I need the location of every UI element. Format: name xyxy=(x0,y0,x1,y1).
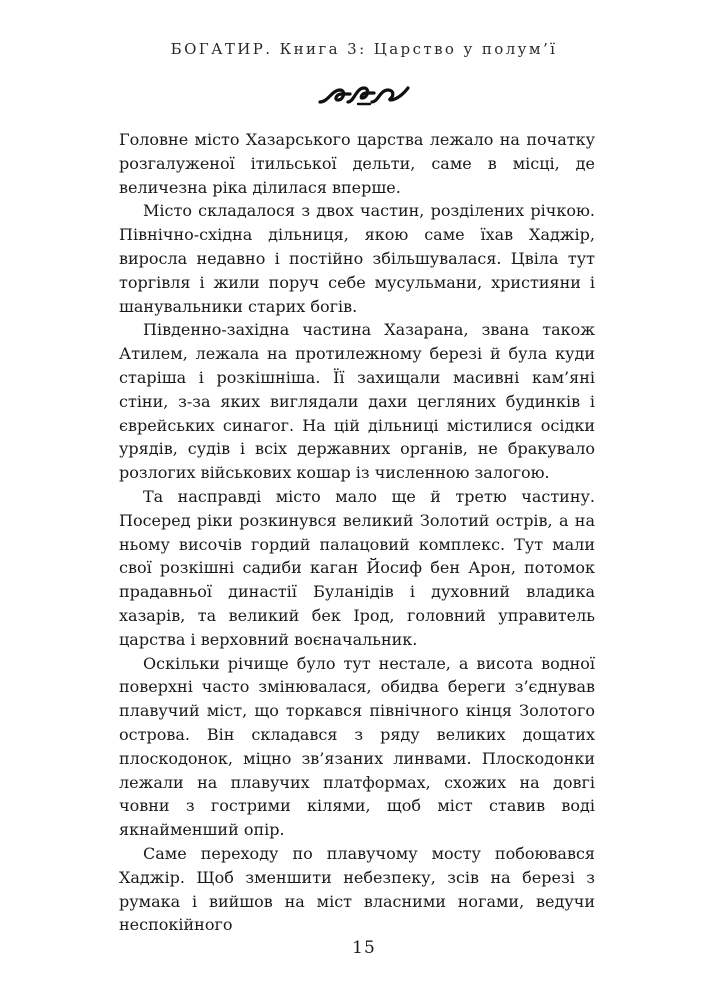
paragraph: Оскільки річище було тут нестале, а висота водної поверхні часто змінювалася, обидва береги з’єднував плавучий міст, що торкався північного кінця Золотого острова. Він складався з ряду великих дощатих плоскодонок, міцно зв’язаних линвами. Плоскодонки лежали на плавучих платформах, схожих на довгі човни з гострими кілями, щоб міст ставив воді якнайменший опір. xyxy=(119,653,595,840)
decorative-flourish-icon xyxy=(318,82,410,108)
paragraph: Та насправді місто мало ще й третю частину. Посеред ріки розкинувся великий Золотий острів, а на ньому височів гордий палацовий комплекс. Тут мали свої розкішні садиби каган Йосиф бен Арон, потомок прадавньої династії Буланідів і духовний владика хазарів, та великий бек Ірод, головний управитель царства і верховний воєначальник. xyxy=(119,486,595,649)
paragraph: Південно-західна частина Хазарана, звана також Атилем, лежала на протилежному березі й була куди старіша і розкішніша. Її захищали масивні кам’яні стіни, з-за яких виглядали дахи цегляних будинків і єврейських синагог. На цій дільниці містилися осідки урядів, судів і всіх державних органів, не бракувало розлогих військових кошар із численною залогою. xyxy=(119,320,595,483)
body-text xyxy=(119,128,595,937)
running-head: БОГАТИР. Книга 3: Царство у полум’ї xyxy=(170,40,558,58)
paragraph: Головне місто Хазарського царства лежало на початку розгалуженої ітильської дельти, саме в місці, де величезна ріка ділилася вперше. xyxy=(119,130,595,197)
paragraph: Місто складалося з двох частин, розділених річкою. Північно-східна дільниця, якою саме їхав Хаджір, виросла недавно і постійно збільшувалася. Цвіла тут торгівля і жили поруч себе мусульмани, християни і шанувальники старих богів. xyxy=(119,201,595,316)
paragraph: Саме переходу по плавучому мосту побоювався Хаджір. Щоб зменшити небезпеку, зсів на березі з румака і вийшов на міст власними ногами, ведучи неспокійного xyxy=(119,843,595,935)
page-number: 15 xyxy=(352,938,376,958)
